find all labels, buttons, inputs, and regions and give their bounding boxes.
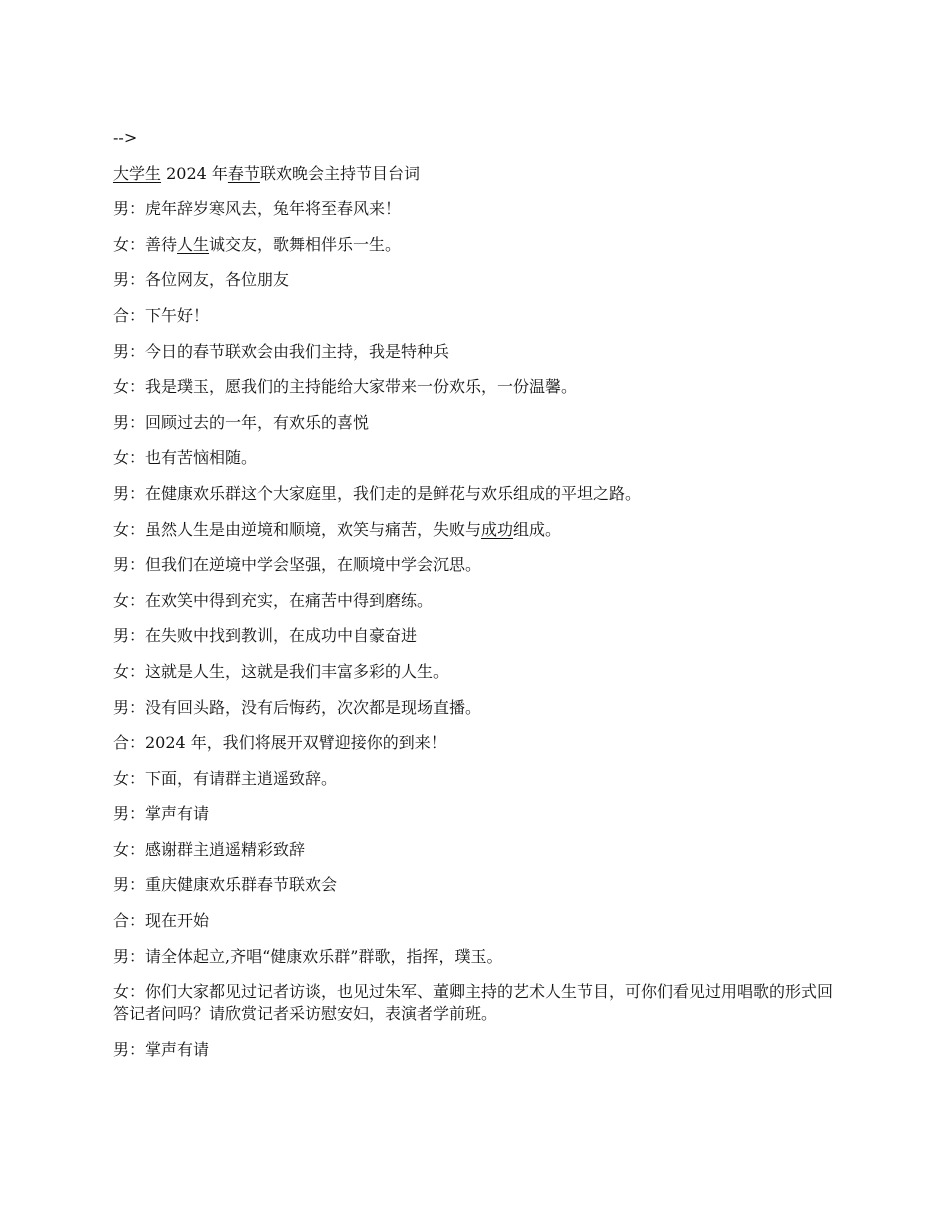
dialogue-line: 女：这就是人生，这就是我们丰富多彩的人生。	[113, 661, 450, 681]
dialogue-line: 合：下午好！	[113, 305, 210, 325]
title-link-college-student[interactable]: 大学生	[113, 163, 162, 183]
dialogue-line: 女：在欢笑中得到充实，在痛苦中得到磨练。	[113, 590, 434, 610]
document-body	[113, 127, 843, 1074]
stray-markup-artifact: -->	[113, 128, 138, 147]
dialogue-text: 组成。	[513, 519, 562, 539]
dialogue-text: 女：虽然人生是由逆境和顺境，欢笑与痛苦，失败与	[113, 519, 482, 539]
dialogue-line: 男：今日的春节联欢会由我们主持，我是特种兵	[113, 341, 450, 361]
dialogue-line: 男：在健康欢乐群这个大家庭里，我们走的是鲜花与欢乐组成的平坦之路。	[113, 483, 642, 503]
title-rest: 联欢晚会主持节目台词	[259, 163, 420, 183]
dialogue-line: 男：但我们在逆境中学会坚强，在顺境中学会沉思。	[113, 555, 482, 575]
dialogue-line: 合：现在开始	[113, 911, 210, 931]
dialogue-line: 女：下面，有请群主逍遥致辞。	[113, 768, 338, 788]
dialogue-line: 男：在失败中找到教训，在成功中自豪奋进	[113, 626, 418, 646]
dialogue-text: 诚交友，歌舞相伴乐一生。	[209, 234, 402, 254]
dialogue-line: 女：我是璞玉，愿我们的主持能给大家带来一份欢乐，一份温馨。	[113, 377, 578, 397]
dialogue-line: 女：也有苦恼相随。	[113, 448, 258, 468]
dialogue-line: 男：重庆健康欢乐群春节联欢会	[113, 875, 338, 895]
link-success[interactable]: 成功	[481, 519, 514, 539]
dialogue-line	[113, 234, 843, 256]
dialogue-line: 男：虎年辞岁寒风去，兔年将至春风来！	[113, 199, 402, 219]
dialogue-line: 男：掌声有请	[113, 804, 210, 824]
document-title	[113, 163, 843, 185]
dialogue-line: 女：感谢群主逍遥精彩致辞	[113, 839, 306, 859]
dialogue-line: 女：你们大家都见过记者访谈，也见过朱军、董卿主持的艺术人生节目，可你们看见过用唱歌的形式回答记者问吗？请欣赏记者采访慰安妇，表演者学前班。	[113, 982, 834, 1024]
dialogue-line: 男：请全体起立,齐唱“健康欢乐群”群歌，指挥，璞玉。	[113, 946, 503, 966]
dialogue-line: 男：各位网友，各位朋友	[113, 270, 290, 290]
dialogue-line: 男：没有回头路，没有后悔药，次次都是现场直播。	[113, 697, 482, 717]
dialogue-text: 女：善待	[113, 234, 178, 254]
dialogue-line: 男：回顾过去的一年，有欢乐的喜悦	[113, 412, 370, 432]
dialogue-line: 男：掌声有请	[113, 1039, 210, 1059]
title-link-spring-festival[interactable]: 春节	[227, 163, 260, 183]
dialogue-line: 合：2024 年，我们将展开双臂迎接你的到来！	[113, 733, 447, 753]
title-year: 2024 年	[161, 163, 228, 183]
link-life[interactable]: 人生	[177, 234, 210, 254]
dialogue-line	[113, 519, 843, 541]
